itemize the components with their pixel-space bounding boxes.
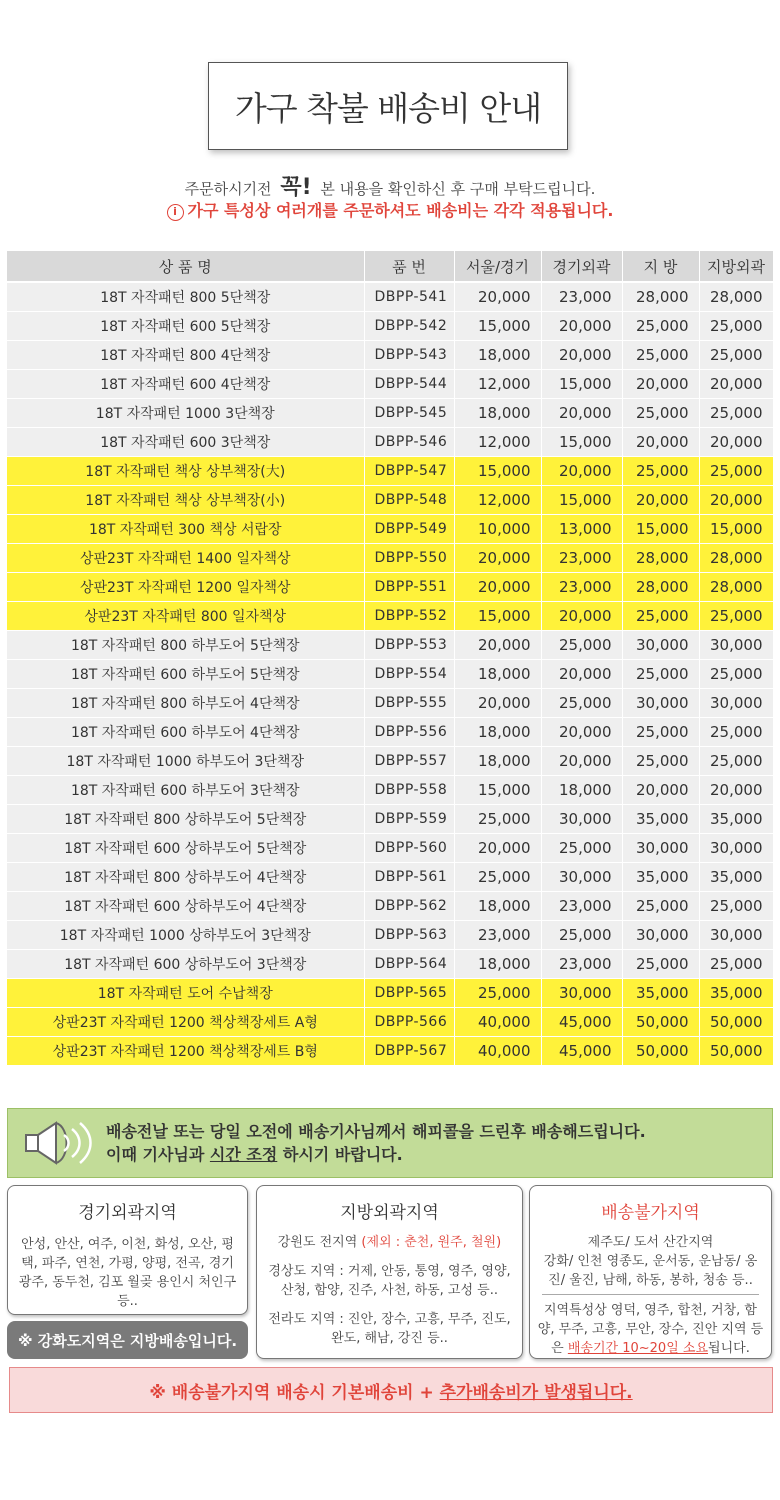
gyeonggi-outer-fee-cell: 23,000 (541, 949, 622, 978)
info-icon: i (167, 204, 184, 221)
product-name-cell: 18T 자작패턴 600 3단책장 (7, 427, 364, 456)
product-name-cell: 18T 자작패턴 300 책상 서랍장 (7, 514, 364, 543)
local-outer-fee-cell: 35,000 (699, 804, 773, 833)
gyeonggi-outer-fee-cell: 25,000 (541, 630, 622, 659)
local-fee-cell: 25,000 (622, 659, 699, 688)
seoul-gyeonggi-fee-cell: 15,000 (454, 601, 541, 630)
gyeonggi-outer-fee-cell: 23,000 (541, 543, 622, 572)
notice-warning: 가구 특성상 여러개를 주문하셔도 배송비는 각각 적용됩니다. (187, 201, 614, 220)
gyeonggi-outer-fee-cell: 15,000 (541, 369, 622, 398)
product-name-cell: 상판23T 자작패턴 800 일자책상 (7, 601, 364, 630)
local-outer-fee-cell: 30,000 (699, 920, 773, 949)
local-outer-fee-cell: 50,000 (699, 1007, 773, 1036)
table-row (7, 601, 773, 630)
table-row (7, 949, 773, 978)
gangwon-exclusion: (제외 : 춘천, 원주, 철원) (361, 1235, 502, 1250)
product-name-cell: 18T 자작패턴 1000 상하부도어 3단책장 (7, 920, 364, 949)
product-code-cell: DBPP-560 (364, 833, 454, 862)
table-row (7, 804, 773, 833)
local-outer-fee-cell: 25,000 (699, 311, 773, 340)
local-fee-cell: 25,000 (622, 340, 699, 369)
product-code-cell: DBPP-556 (364, 717, 454, 746)
product-code-cell: DBPP-541 (364, 282, 454, 311)
local-outer-fee-cell: 25,000 (699, 891, 773, 920)
product-code-cell: DBPP-551 (364, 572, 454, 601)
table-row (7, 920, 773, 949)
product-code-cell: DBPP-559 (364, 804, 454, 833)
product-code-cell: DBPP-549 (364, 514, 454, 543)
local-fee-cell: 28,000 (622, 543, 699, 572)
no-delivery-line-2: 강화/ 인천 영종도, 운서동, 운남동/ 옹진/ 울진, 남해, 하동, 봉하, 청송 등.. (543, 1254, 758, 1288)
gyeonggi-outer-fee-cell: 20,000 (541, 311, 622, 340)
table-row (7, 717, 773, 746)
product-name-cell: 18T 자작패턴 600 하부도어 5단책장 (7, 659, 364, 688)
table-row (7, 398, 773, 427)
table-row (7, 514, 773, 543)
seoul-gyeonggi-fee-cell: 25,000 (454, 804, 541, 833)
local-outer-fee-cell: 20,000 (699, 485, 773, 514)
notice-post: 본 내용을 확인하신 후 구매 부탁드립니다. (320, 180, 596, 198)
notice-line-1 (0, 170, 780, 201)
local-fee-cell: 25,000 (622, 456, 699, 485)
table-row (7, 1007, 773, 1036)
gyeonggi-outer-fee-cell: 15,000 (541, 485, 622, 514)
no-delivery-line-1: 제주도/ 도서 산간지역 (587, 1235, 714, 1250)
seoul-gyeonggi-fee-cell: 15,000 (454, 311, 541, 340)
no-delivery-region-box (529, 1185, 772, 1359)
product-code-cell: DBPP-563 (364, 920, 454, 949)
local-fee-cell: 20,000 (622, 775, 699, 804)
table-row (7, 572, 773, 601)
local-fee-cell: 30,000 (622, 833, 699, 862)
header-product-code: 품 번 (364, 251, 454, 282)
gyeonggi-outer-fee-cell: 20,000 (541, 601, 622, 630)
local-fee-cell: 28,000 (622, 572, 699, 601)
notice-pre: 주문하시기전 (184, 180, 272, 198)
gyeonggi-outer-fee-cell: 23,000 (541, 282, 622, 311)
local-outer-fee-cell: 35,000 (699, 978, 773, 1007)
divider (542, 1294, 759, 1295)
seoul-gyeonggi-fee-cell: 18,000 (454, 746, 541, 775)
gyeonggi-outer-fee-cell: 30,000 (541, 804, 622, 833)
local-outer-fee-cell: 20,000 (699, 369, 773, 398)
product-name-cell: 18T 자작패턴 1000 하부도어 3단책장 (7, 746, 364, 775)
product-name-cell: 18T 자작패턴 800 5단책장 (7, 282, 364, 311)
local-outer-fee-cell: 25,000 (699, 398, 773, 427)
seoul-gyeonggi-fee-cell: 12,000 (454, 485, 541, 514)
product-code-cell: DBPP-548 (364, 485, 454, 514)
local-outer-fee-cell: 20,000 (699, 775, 773, 804)
gyeonggi-outer-fee-cell: 25,000 (541, 833, 622, 862)
notice-emphasis: 꼭! (280, 175, 312, 200)
gyeonggi-outer-fee-cell: 23,000 (541, 891, 622, 920)
product-code-cell: DBPP-555 (364, 688, 454, 717)
table-row (7, 746, 773, 775)
local-outer-fee-cell: 35,000 (699, 862, 773, 891)
product-name-cell: 18T 자작패턴 800 하부도어 4단책장 (7, 688, 364, 717)
speaker-icon (22, 1113, 102, 1173)
local-fee-cell: 35,000 (622, 978, 699, 1007)
seoul-gyeonggi-fee-cell: 18,000 (454, 659, 541, 688)
product-code-cell: DBPP-544 (364, 369, 454, 398)
footer-underline: 추가배송비가 발생됩니다. (439, 1382, 633, 1403)
product-code-cell: DBPP-553 (364, 630, 454, 659)
seoul-gyeonggi-fee-cell: 23,000 (454, 920, 541, 949)
seoul-gyeonggi-fee-cell: 18,000 (454, 949, 541, 978)
gyeonggi-outer-fee-cell: 20,000 (541, 340, 622, 369)
table-row (7, 775, 773, 804)
period-red: 배송기간 10~20일 소요 (567, 1341, 709, 1356)
seoul-gyeonggi-fee-cell: 20,000 (454, 282, 541, 311)
local-outer-fee-cell: 30,000 (699, 688, 773, 717)
footer-pre: ※ 배송불가지역 배송시 기본배송비 + (149, 1382, 434, 1403)
product-name-cell: 상판23T 자작패턴 1200 일자책상 (7, 572, 364, 601)
gyeonggi-outer-fee-cell: 45,000 (541, 1007, 622, 1036)
gyeonggi-outer-fee-cell: 45,000 (541, 1036, 622, 1065)
product-code-cell: DBPP-562 (364, 891, 454, 920)
seoul-gyeonggi-fee-cell: 20,000 (454, 630, 541, 659)
seoul-gyeonggi-fee-cell: 40,000 (454, 1036, 541, 1065)
local-outer-fee-cell: 25,000 (699, 340, 773, 369)
gyeonggi-outer-region-box (7, 1185, 248, 1315)
banner-line-1: 배송전날 또는 당일 오전에 배송기사님께서 해피콜을 드린후 배송해드립니다. (106, 1122, 646, 1141)
local-outer-title: 지방외곽지역 (340, 1203, 439, 1223)
local-fee-cell: 30,000 (622, 920, 699, 949)
table-row (7, 833, 773, 862)
seoul-gyeonggi-fee-cell: 18,000 (454, 340, 541, 369)
seoul-gyeonggi-fee-cell: 15,000 (454, 775, 541, 804)
seoul-gyeonggi-fee-cell: 40,000 (454, 1007, 541, 1036)
gyeonggi-outer-fee-cell: 20,000 (541, 456, 622, 485)
local-fee-cell: 25,000 (622, 398, 699, 427)
local-fee-cell: 25,000 (622, 746, 699, 775)
gyeonggi-outer-title: 경기외곽지역 (78, 1203, 177, 1223)
table-row (7, 978, 773, 1007)
local-fee-cell: 50,000 (622, 1036, 699, 1065)
local-outer-fee-cell: 25,000 (699, 659, 773, 688)
delivery-period-note (530, 1301, 771, 1358)
seoul-gyeonggi-fee-cell: 12,000 (454, 427, 541, 456)
gyeonggi-outer-fee-cell: 20,000 (541, 746, 622, 775)
product-name-cell: 18T 자작패턴 600 하부도어 4단책장 (7, 717, 364, 746)
local-outer-fee-cell: 28,000 (699, 572, 773, 601)
gyeonggi-outer-fee-cell: 23,000 (541, 572, 622, 601)
product-code-cell: DBPP-545 (364, 398, 454, 427)
product-name-cell: 상판23T 자작패턴 1200 책상책장세트 A형 (7, 1007, 364, 1036)
gyeonggi-outer-fee-cell: 15,000 (541, 427, 622, 456)
product-code-cell: DBPP-565 (364, 978, 454, 1007)
table-header-row (7, 251, 773, 282)
local-fee-cell: 28,000 (622, 282, 699, 311)
banner-line-2-underline: 시간 조정 (209, 1145, 278, 1164)
banner-line-2 (106, 1143, 646, 1166)
gyeonggi-outer-fee-cell: 20,000 (541, 717, 622, 746)
header-seoul-gyeonggi: 서울/경기 (454, 251, 541, 282)
gangwon-line (257, 1233, 522, 1252)
gyeonggi-outer-fee-cell: 30,000 (541, 978, 622, 1007)
product-code-cell: DBPP-566 (364, 1007, 454, 1036)
product-name-cell: 18T 자작패턴 800 상하부도어 5단책장 (7, 804, 364, 833)
product-code-cell: DBPP-561 (364, 862, 454, 891)
seoul-gyeonggi-fee-cell: 20,000 (454, 543, 541, 572)
local-fee-cell: 25,000 (622, 891, 699, 920)
product-code-cell: DBPP-552 (364, 601, 454, 630)
product-code-cell: DBPP-567 (364, 1036, 454, 1065)
seoul-gyeonggi-fee-cell: 12,000 (454, 369, 541, 398)
product-name-cell: 18T 자작패턴 600 상하부도어 4단책장 (7, 891, 364, 920)
gangwon-text: 강원도 전지역 (277, 1235, 358, 1250)
local-outer-fee-cell: 25,000 (699, 601, 773, 630)
notice-line-2 (0, 198, 780, 221)
product-code-cell: DBPP-543 (364, 340, 454, 369)
header-local-outer: 지방외곽 (699, 251, 773, 282)
local-fee-cell: 15,000 (622, 514, 699, 543)
product-name-cell: 18T 자작패턴 600 5단책장 (7, 311, 364, 340)
product-name-cell: 18T 자작패턴 800 상하부도어 4단책장 (7, 862, 364, 891)
local-fee-cell: 50,000 (622, 1007, 699, 1036)
local-outer-fee-cell: 28,000 (699, 282, 773, 311)
gyeonggi-outer-fee-cell: 20,000 (541, 398, 622, 427)
table-row (7, 659, 773, 688)
seoul-gyeonggi-fee-cell: 25,000 (454, 978, 541, 1007)
product-code-cell: DBPP-542 (364, 311, 454, 340)
seoul-gyeonggi-fee-cell: 25,000 (454, 862, 541, 891)
product-name-cell: 18T 자작패턴 1000 3단책장 (7, 398, 364, 427)
extra-fee-footer (9, 1367, 773, 1413)
product-code-cell: DBPP-550 (364, 543, 454, 572)
local-fee-cell: 25,000 (622, 717, 699, 746)
gyeonggi-outer-list: 안성, 안산, 여주, 이천, 화성, 오산, 평택, 파주, 연천, 가평, 양평, 전곡, 경기광주, 동두천, 김포 월곶 용인시 처인구 등.. (18, 1237, 237, 1309)
table-row (7, 543, 773, 572)
product-name-cell: 18T 자작패턴 도어 수납책장 (7, 978, 364, 1007)
page-title: 가구 착불 배송비 안내 (208, 62, 568, 150)
table-row (7, 282, 773, 311)
period-pre: 지역특성상 영덕, 영주, 합천, 거창, 함양, 무주, 고흥, 무안, 장수, 진안 지역 등은 (537, 1303, 764, 1356)
gyeonggi-outer-fee-cell: 20,000 (541, 659, 622, 688)
local-fee-cell: 20,000 (622, 369, 699, 398)
local-fee-cell: 20,000 (622, 485, 699, 514)
table-row (7, 369, 773, 398)
gyeonggi-outer-fee-cell: 25,000 (541, 920, 622, 949)
gyeonggi-outer-fee-cell: 25,000 (541, 688, 622, 717)
local-fee-cell: 35,000 (622, 862, 699, 891)
product-name-cell: 18T 자작패턴 800 하부도어 5단책장 (7, 630, 364, 659)
period-post: 됩니다. (708, 1341, 750, 1356)
product-code-cell: DBPP-558 (364, 775, 454, 804)
banner-line-2-post: 하시기 바랍니다. (282, 1145, 403, 1164)
gyeonggi-outer-fee-cell: 13,000 (541, 514, 622, 543)
seoul-gyeonggi-fee-cell: 20,000 (454, 688, 541, 717)
product-name-cell: 18T 자작패턴 600 상하부도어 5단책장 (7, 833, 364, 862)
happy-call-banner (7, 1108, 773, 1178)
local-fee-cell: 25,000 (622, 949, 699, 978)
local-fee-cell: 25,000 (622, 311, 699, 340)
table-row (7, 340, 773, 369)
seoul-gyeonggi-fee-cell: 18,000 (454, 717, 541, 746)
local-fee-cell: 30,000 (622, 630, 699, 659)
table-row (7, 311, 773, 340)
local-outer-fee-cell: 25,000 (699, 717, 773, 746)
header-product-name: 상 품 명 (7, 251, 364, 282)
gyeonggi-outer-fee-cell: 30,000 (541, 862, 622, 891)
product-name-cell: 상판23T 자작패턴 1200 책상책장세트 B형 (7, 1036, 364, 1065)
seoul-gyeonggi-fee-cell: 15,000 (454, 456, 541, 485)
product-code-cell: DBPP-557 (364, 746, 454, 775)
gyeonggi-outer-fee-cell: 18,000 (541, 775, 622, 804)
gangwha-note: ※ 강화도지역은 지방배송입니다. (7, 1321, 248, 1359)
table-row (7, 688, 773, 717)
product-code-cell: DBPP-564 (364, 949, 454, 978)
product-name-cell: 18T 자작패턴 책상 상부책장(大) (7, 456, 364, 485)
local-fee-cell: 20,000 (622, 427, 699, 456)
product-code-cell: DBPP-554 (364, 659, 454, 688)
shipping-fee-table (7, 251, 774, 1066)
seoul-gyeonggi-fee-cell: 10,000 (454, 514, 541, 543)
product-code-cell: DBPP-546 (364, 427, 454, 456)
header-local: 지 방 (622, 251, 699, 282)
local-outer-fee-cell: 15,000 (699, 514, 773, 543)
local-outer-fee-cell: 25,000 (699, 456, 773, 485)
local-outer-fee-cell: 20,000 (699, 427, 773, 456)
product-code-cell: DBPP-547 (364, 456, 454, 485)
seoul-gyeonggi-fee-cell: 20,000 (454, 833, 541, 862)
local-outer-fee-cell: 50,000 (699, 1036, 773, 1065)
local-outer-fee-cell: 28,000 (699, 543, 773, 572)
product-name-cell: 18T 자작패턴 600 4단책장 (7, 369, 364, 398)
seoul-gyeonggi-fee-cell: 18,000 (454, 398, 541, 427)
jeolla-line: 전라도 지역 : 진안, 장수, 고흥, 무주, 진도, 완도, 해남, 강진 등.. (268, 1312, 511, 1346)
product-name-cell: 18T 자작패턴 600 하부도어 3단책장 (7, 775, 364, 804)
local-outer-region-box (256, 1185, 523, 1359)
table-row (7, 862, 773, 891)
table-row (7, 427, 773, 456)
no-delivery-title: 배송불가지역 (601, 1203, 700, 1223)
banner-line-2-pre: 이때 기사님과 (106, 1145, 205, 1164)
table-row (7, 1036, 773, 1065)
gyeongsang-line: 경상도 지역 : 거제, 안동, 통영, 영주, 영양, 산청, 함양, 진주, 사천, 하동, 고성 등.. (268, 1264, 511, 1298)
local-fee-cell: 25,000 (622, 601, 699, 630)
product-name-cell: 18T 자작패턴 책상 상부책장(小) (7, 485, 364, 514)
local-fee-cell: 35,000 (622, 804, 699, 833)
table-row (7, 456, 773, 485)
local-outer-fee-cell: 25,000 (699, 949, 773, 978)
local-outer-fee-cell: 30,000 (699, 833, 773, 862)
product-name-cell: 상판23T 자작패턴 1400 일자책상 (7, 543, 364, 572)
local-outer-fee-cell: 30,000 (699, 630, 773, 659)
table-row (7, 891, 773, 920)
seoul-gyeonggi-fee-cell: 20,000 (454, 572, 541, 601)
product-name-cell: 18T 자작패턴 600 상하부도어 3단책장 (7, 949, 364, 978)
local-fee-cell: 30,000 (622, 688, 699, 717)
seoul-gyeonggi-fee-cell: 18,000 (454, 891, 541, 920)
header-gyeonggi-outer: 경기외곽 (541, 251, 622, 282)
product-name-cell: 18T 자작패턴 800 4단책장 (7, 340, 364, 369)
table-row (7, 630, 773, 659)
local-outer-fee-cell: 25,000 (699, 746, 773, 775)
table-row (7, 485, 773, 514)
